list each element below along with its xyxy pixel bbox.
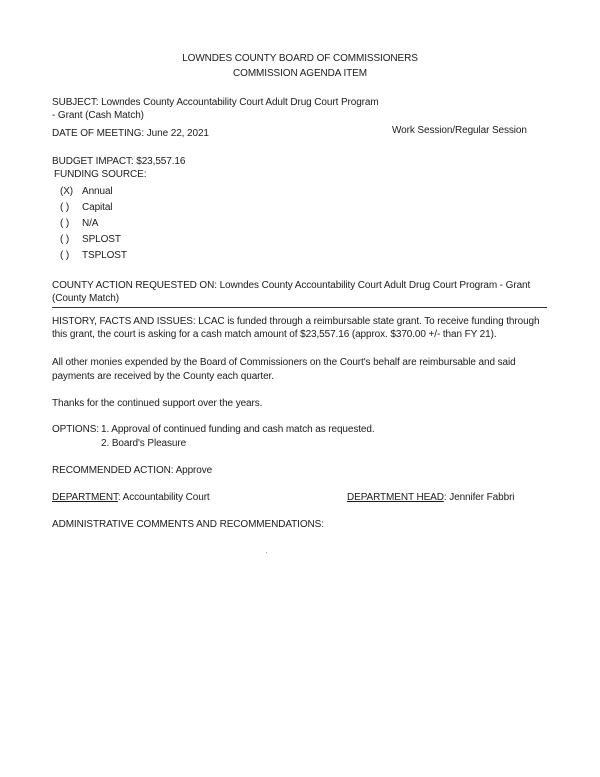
funding-mark: ( ) xyxy=(60,218,70,229)
subject-line-1: SUBJECT: Lowndes County Accountability Court Adult Drug Court Program xyxy=(52,97,379,108)
funding-mark: ( ) xyxy=(60,202,70,213)
other-monies-line-2: payments are received by the County each quarter. xyxy=(52,371,274,382)
option-item-1: 1. Approval of continued funding and cash match as requested. xyxy=(101,424,375,435)
meeting-date: DATE OF MEETING: June 22, 2021 xyxy=(52,128,209,139)
funding-option-na: N/A xyxy=(82,218,99,229)
budget-impact: BUDGET IMPACT: $23,557.16 xyxy=(52,156,186,167)
header-subtitle: COMMISSION AGENDA ITEM xyxy=(233,68,367,79)
options-label: OPTIONS: xyxy=(52,424,99,435)
funding-mark: ( ) xyxy=(60,234,70,245)
history-line-1: HISTORY, FACTS AND ISSUES: LCAC is funded through a reimbursable state grant. To receive funding through xyxy=(52,316,540,327)
department-label: DEPARTMENT xyxy=(52,492,118,503)
department xyxy=(52,491,210,504)
department-value: : Accountability Court xyxy=(117,492,210,503)
funding-option-splost: SPLOST xyxy=(82,234,121,245)
funding-option-tsplost: TSPLOST xyxy=(82,250,127,261)
section-divider xyxy=(52,307,547,308)
other-monies-line-1: All other monies expended by the Board of Commissioners on the Court's behalf are reimbursable and said xyxy=(52,357,516,368)
action-requested-line-2: (County Match) xyxy=(52,293,119,304)
subject-line-2: - Grant (Cash Match) xyxy=(52,110,144,121)
funding-mark: (X) xyxy=(60,186,74,197)
funding-mark: ( ) xyxy=(60,250,70,261)
action-requested-line-1: COUNTY ACTION REQUESTED ON: Lowndes County Accountability Court Adult Drug Court Program - Grant xyxy=(52,280,531,291)
recommended-action: RECOMMENDED ACTION: Approve xyxy=(52,465,213,476)
history-line-2: this grant, the court is asking for a cash match amount of $23,557.16 (approx. $370.00 +/- than FY 21). xyxy=(52,329,497,340)
department-head-label: DEPARTMENT HEAD xyxy=(347,492,444,503)
funding-option-capital: Capital xyxy=(82,202,113,213)
session-type: Work Session/Regular Session xyxy=(392,125,527,136)
department-head-value: : Jennifer Fabbri xyxy=(443,492,515,503)
header-title: LOWNDES COUNTY BOARD OF COMMISSIONERS xyxy=(182,53,418,64)
funding-source-label: FUNDING SOURCE: xyxy=(54,169,147,180)
funding-option-annual: Annual xyxy=(82,186,113,197)
option-item-2: 2. Board's Pleasure xyxy=(101,438,187,449)
admin-comments-heading: ADMINISTRATIVE COMMENTS AND RECOMMENDATIONS: xyxy=(52,519,324,530)
thanks-text: Thanks for the continued support over the years. xyxy=(52,398,263,409)
scan-speck xyxy=(266,552,267,553)
department-head xyxy=(347,491,514,504)
